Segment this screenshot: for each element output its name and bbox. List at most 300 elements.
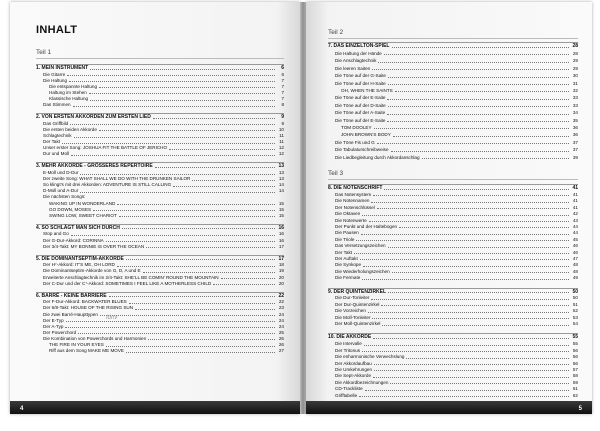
entry-page: 56 [572, 360, 578, 366]
dot-leader [361, 234, 569, 235]
entry-page: 54 [572, 321, 578, 326]
right-footer-bar [306, 401, 592, 414]
toc-entry [328, 308, 578, 314]
entry-page: 34 [572, 110, 578, 116]
dot-leader [66, 321, 275, 322]
toc-entry [328, 51, 578, 57]
dot-leader [117, 266, 275, 267]
toc-entry [328, 393, 578, 399]
toc-entry [328, 103, 578, 109]
entry-page: 24 [278, 311, 284, 317]
entry-page: 46 [572, 243, 578, 249]
entry-title: 1. MEIN INSTRUMENT [36, 65, 89, 71]
toc-entry [328, 354, 578, 360]
entry-page: 55 [572, 341, 578, 347]
dot-leader [69, 81, 275, 82]
entry-title: Die Notennamen [335, 198, 370, 204]
dot-leader [80, 192, 275, 193]
entry-title: Der A-Typ [43, 323, 64, 329]
toc-subentry [328, 88, 578, 94]
dot-leader [70, 124, 275, 125]
dot-leader [169, 149, 275, 150]
entry-title: Die Dur-Tonleiter [335, 295, 370, 301]
toc-entry [328, 380, 578, 386]
toc-entry [328, 192, 578, 198]
entry-page: 46 [572, 249, 578, 255]
entry-title: 9. DER QUINTENZIRKEL [328, 288, 387, 295]
entry-title: Die Liedbegleitung durch Akkordanschlag [335, 154, 420, 160]
toc-subentry [36, 84, 284, 90]
dot-leader [369, 221, 569, 222]
toc-entry [328, 155, 578, 161]
dot-leader [62, 143, 275, 144]
chapter-entry [36, 225, 284, 231]
right-page [306, 2, 592, 414]
toc-entry [36, 176, 284, 182]
dot-leader [388, 292, 569, 293]
entry-page: 29 [572, 65, 578, 71]
entry-title: Der Moll-Quintenzirkel [335, 321, 381, 326]
entry-title: Die Töne auf der E-Saite [335, 95, 386, 101]
dot-leader [359, 396, 569, 397]
chapter-entry [328, 289, 578, 295]
dot-leader [387, 114, 569, 115]
toc-subentry [36, 96, 284, 102]
dot-leader [221, 278, 275, 279]
entry-page: 9 [281, 114, 284, 121]
entry-page: 9 [281, 120, 284, 126]
entry-title: Die Töne auf der E-Saite [335, 117, 386, 123]
entry-title: Die Intervalle [335, 341, 362, 347]
entry-page: 22 [278, 292, 284, 299]
dot-leader [377, 208, 569, 209]
entry-title: Die Oktaven [335, 211, 361, 217]
entry-title: Die Sept-Akkorde [335, 373, 372, 379]
entry-page: 19 [278, 268, 284, 274]
dot-leader [378, 62, 569, 63]
toc-subentry [36, 90, 284, 96]
teil-3-label: Teil 3 [328, 170, 344, 177]
dot-leader [122, 228, 275, 229]
dot-leader [377, 143, 569, 144]
entry-page: 42 [572, 211, 578, 217]
entry-title: Die Vorzeichen [335, 308, 366, 314]
entry-title: 10. DIE AKKORDE [328, 334, 372, 341]
dot-leader [422, 158, 569, 159]
dot-leader [372, 318, 569, 319]
dot-leader [388, 247, 569, 248]
chapter-entry [328, 185, 578, 191]
dot-leader [364, 345, 569, 346]
toc-entry [36, 78, 284, 84]
dot-leader [388, 106, 569, 107]
entry-title: Der Auftakt [335, 255, 358, 261]
toc-entry [328, 198, 578, 204]
entry-page: 10 [278, 126, 284, 132]
entry-page: 33 [572, 95, 578, 101]
entry-title: Die nächsten Songs: [43, 194, 86, 200]
dot-leader [146, 247, 275, 248]
toc-entry [328, 373, 578, 379]
chapter-entry [36, 293, 284, 299]
dot-leader [74, 137, 275, 138]
entry-page: 12 [278, 145, 284, 151]
entry-page: 41 [572, 191, 578, 197]
toc-entry [36, 330, 284, 336]
entry-title: Klassische Haltung [49, 96, 89, 101]
entry-page: 6 [281, 71, 284, 77]
teil-2-label: Teil 2 [328, 29, 344, 36]
dot-leader [80, 174, 275, 175]
toc-entry [328, 73, 578, 79]
teil-1-label: Teil 1 [36, 49, 52, 56]
entry-page: 16 [278, 224, 284, 231]
entry-title: Die Haltung [43, 77, 68, 83]
toc-entry [36, 194, 284, 200]
dot-leader [93, 210, 275, 211]
entry-title: 6. BARRÉ - KEINE BARRIERE [36, 292, 107, 299]
toc-entry [36, 121, 284, 127]
toc-entry [36, 305, 284, 311]
entry-page: 15 [278, 200, 284, 206]
toc-entry [36, 139, 284, 145]
toc-entry [328, 361, 578, 367]
chapter-entry [36, 114, 284, 120]
entry-title: 4. SO SCHLÄGT MAN SICH DURCH [36, 224, 120, 231]
left-footer-bar [10, 401, 300, 414]
entry-page: 33 [572, 102, 578, 108]
entry-title: Der C-Dur und der C⁷-Akkord: SOMETIMES I FEEL LIKE A MOTHERLESS CHILD [43, 280, 212, 286]
dot-leader [129, 303, 275, 304]
toc-subentry [36, 201, 284, 207]
dot-leader [382, 325, 569, 326]
toc-entry [328, 302, 578, 308]
teil-3-rule [328, 179, 578, 180]
page-number-left: 4 [20, 406, 24, 412]
toc-entry [328, 81, 578, 87]
toc-entry [328, 315, 578, 321]
toc-entry [36, 182, 284, 188]
entry-page: 14 [278, 182, 284, 188]
entry-title: Der G-Dur-Akkord: CORINNA [43, 237, 104, 243]
toc-entry [328, 110, 578, 116]
entry-title: GO DOWN, MOSES [49, 206, 92, 212]
entry-page: 17 [278, 255, 284, 262]
entry-title: Die Töne auf der D-Saite [335, 102, 386, 108]
entry-page: 7 [281, 77, 284, 83]
entry-title: Schlagtechnik [43, 133, 72, 138]
dot-leader [148, 339, 275, 340]
entry-page: 32 [572, 87, 578, 93]
entry-page: 26 [278, 335, 284, 341]
entry-page: 6 [281, 65, 284, 71]
toc-entry [36, 299, 284, 305]
page-number-right: 5 [578, 406, 582, 412]
toc-subentry [328, 125, 578, 131]
dot-leader [173, 186, 275, 187]
toc-entry [328, 243, 578, 249]
entry-title: Die Anschlagtechnik [335, 58, 377, 64]
entry-page: 48 [572, 262, 578, 268]
entry-title: Der 3/4-Takt: MY BONNIE IS OVER THE OCEAN [43, 243, 145, 249]
dot-leader [135, 309, 275, 310]
entry-title: Die Kombination von Powerchords und Harmonien [43, 335, 147, 341]
toc-entry [328, 295, 578, 301]
dot-leader [356, 240, 569, 241]
entry-title: Die Notenwerte [335, 217, 367, 223]
dot-leader [374, 364, 569, 365]
toc-entry [328, 147, 578, 153]
dot-leader [374, 370, 569, 371]
entry-title: Die Pausen [335, 230, 359, 236]
entry-title: E-Moll und D-Dur [43, 170, 79, 175]
entry-title: Die Umkehrungen [335, 366, 373, 372]
entry-page: 22 [278, 299, 284, 305]
toc-entry [328, 211, 578, 217]
toc-entry [328, 348, 578, 354]
entry-page: 48 [572, 268, 578, 274]
teil-2-rule [328, 38, 578, 39]
entry-page: 31 [572, 80, 578, 86]
dot-leader [100, 315, 275, 316]
entry-page: 28 [572, 43, 578, 49]
entry-title: Der H⁷-Akkord: IT’S ME, OH LORD [43, 262, 115, 268]
entry-page: 18 [278, 262, 284, 268]
entry-page: 24 [278, 317, 284, 323]
dot-leader [387, 121, 569, 122]
entry-title: D-Moll und A-Dur [43, 188, 79, 194]
entry-title: OH, WHEN THE SAINTS [341, 87, 393, 93]
dot-leader [399, 227, 569, 228]
dot-leader [153, 118, 275, 119]
entry-page: 36 [572, 132, 578, 138]
dot-leader [99, 130, 275, 131]
entry-title: Unser erster Song: JOSHUA FIT THE BATTLE OF JERICHO [43, 145, 168, 151]
entry-title: Die Dominantseptim-Akkorde von G, D, A und E [43, 268, 141, 274]
toc-entry [36, 188, 284, 194]
toc-entry [36, 312, 284, 318]
entry-page: 43 [572, 217, 578, 223]
toc-entry [36, 281, 284, 287]
entry-title: Die Töne auf der H-Saite [335, 80, 386, 86]
entry-title: Die Fermate [335, 275, 361, 281]
dot-leader [384, 189, 569, 190]
dot-leader [71, 155, 275, 156]
toc-heading: INHALT [36, 24, 78, 36]
dot-leader [391, 151, 569, 152]
entry-page: 27 [278, 348, 284, 354]
entry-page: 41 [572, 185, 578, 191]
entry-title: Der Notenschlüssel [335, 204, 375, 210]
entry-title: Die Tabulaturschreibweise [335, 147, 389, 153]
entry-title: Das Griffbild [43, 120, 69, 126]
entry-page: 14 [278, 188, 284, 194]
entry-title: Riff aus dem Song MAKE ME MOVE [49, 348, 124, 354]
toc-entry [328, 250, 578, 256]
toc-entry [328, 321, 578, 327]
dot-leader [362, 351, 569, 352]
entry-title: Die zwei Barré-Haupttypen [43, 311, 98, 317]
entry-page: 41 [572, 204, 578, 210]
dot-leader [384, 54, 569, 55]
toc-entry [328, 230, 578, 236]
dot-leader [117, 204, 275, 205]
dot-leader [373, 338, 569, 339]
toc-subentry [36, 348, 284, 354]
chapter-entry [36, 65, 284, 71]
entry-page: 55 [572, 334, 578, 341]
toc-subentry [36, 207, 284, 213]
entry-title: Die leeren Saiten [335, 65, 371, 71]
dot-leader [192, 180, 275, 181]
entry-page: 44 [572, 230, 578, 236]
entry-title: Die Wiederholungszeichen [335, 268, 390, 274]
entry-title: Der zweite Song: WHAT SHALL WE DO WITH THE DRUNKEN SAILOR [43, 176, 191, 182]
dot-leader [67, 75, 275, 76]
dot-leader [393, 136, 569, 137]
dot-leader [372, 69, 569, 70]
entry-page: 7 [281, 89, 284, 95]
entry-page: 30 [572, 73, 578, 79]
entry-title: Der F-Dur-Akkord: BACKWATER BLUES [43, 299, 127, 305]
entry-title: Die Triole [335, 236, 355, 242]
entry-title: Der E-Typ [43, 317, 64, 323]
dot-leader [363, 266, 569, 267]
entry-title: WAKING UP IN WONDERLAND [49, 200, 116, 206]
toc-entry [36, 238, 284, 244]
entry-page: 13 [278, 163, 284, 170]
entry-title: Die Moll-Tonleiter [335, 314, 371, 320]
dot-leader [371, 202, 569, 203]
entry-title: Der Tritonus [335, 347, 361, 353]
toc-entry [36, 324, 284, 330]
entry-title: Die Töne auf der A-Saite [335, 110, 386, 116]
dot-leader [126, 352, 275, 353]
dot-leader [65, 327, 275, 328]
entry-title: Haltung im Stehen [49, 89, 87, 95]
dot-leader [106, 241, 275, 242]
entry-page: 17 [278, 243, 284, 249]
toc-entry [328, 256, 578, 262]
entry-page: 15 [278, 206, 284, 212]
dot-leader [392, 47, 570, 48]
dot-leader [365, 390, 569, 391]
dot-leader [362, 279, 569, 280]
entry-title: Die ersten beiden Akkorde [43, 126, 97, 132]
toc-entry [328, 262, 578, 268]
dot-leader [381, 305, 569, 306]
toc-entry [36, 231, 284, 237]
toc-entry [328, 224, 578, 230]
entry-page: 13 [278, 170, 284, 175]
dot-leader [371, 299, 569, 300]
entry-title: Erweiterte Anschlagtechnik im 2/4-Takt: SHE’LL BE COMIN’ ROUND THE MOUNTAIN [43, 274, 219, 280]
dot-leader [213, 284, 275, 285]
dot-leader [71, 235, 275, 236]
book-spread [6, 2, 594, 422]
entry-page: 35 [572, 117, 578, 123]
toc-entry [36, 275, 284, 281]
toc-entry [36, 170, 284, 176]
entry-page: 56 [572, 347, 578, 353]
entry-title: 8. DIE NOTENSCHRIFT [328, 185, 383, 191]
entry-page: 61 [572, 386, 578, 392]
entry-title: Das Notensystem [335, 191, 372, 197]
toc-entry [328, 95, 578, 101]
chapter-entry [328, 43, 578, 49]
entry-title: Grifftabelle [335, 392, 358, 398]
entry-page: 49 [572, 275, 578, 281]
entry-title: Der Dur-Quintenzirkel [335, 301, 380, 307]
entry-page: 7 [281, 83, 284, 89]
toc-entry [328, 140, 578, 146]
entry-page: 11 [279, 139, 284, 145]
entry-page: 37 [572, 139, 578, 145]
entry-title: Der Takt [43, 139, 61, 145]
toc-entry [36, 145, 284, 151]
entry-page: 50 [572, 295, 578, 301]
entry-title: CD-Trackliste [335, 386, 363, 392]
entry-page: 7 [281, 96, 284, 101]
entry-title: Der Powerchord [43, 329, 77, 335]
dot-leader [362, 215, 569, 216]
toc-entry [36, 268, 284, 274]
entry-title: Stop and Go [43, 231, 69, 237]
toc-entry [328, 367, 578, 373]
entry-page: 16 [278, 237, 284, 243]
entry-title: Die Töne Fis und G [335, 139, 375, 145]
dot-leader [373, 195, 569, 196]
dot-leader [388, 84, 569, 85]
entry-page: 20 [278, 274, 284, 280]
entry-page: 57 [572, 366, 578, 372]
dot-leader [387, 99, 569, 100]
entry-title: Die enharmonische Verwechslung [335, 354, 405, 360]
entry-title: Das Versetzungszeichen [335, 243, 386, 249]
dot-leader [155, 167, 275, 168]
entry-title: 5. DIE DOMINANTSEPTIM-AKKORDE [36, 255, 124, 262]
entry-title: Die Haltung der Hände [335, 50, 382, 56]
entry-page: 20 [278, 280, 284, 286]
dot-leader [373, 377, 569, 378]
toc-entry [36, 72, 284, 78]
teil-1-rule [36, 58, 284, 59]
entry-title: Dur und Moll [43, 151, 70, 157]
entry-page: 13 [278, 176, 284, 182]
toc-entry [328, 218, 578, 224]
entry-page: 47 [572, 255, 578, 261]
entry-page: 52 [572, 308, 578, 314]
dot-leader [143, 272, 275, 273]
dot-leader [388, 77, 569, 78]
entry-page: 26 [278, 342, 284, 347]
chapter-entry [36, 163, 284, 169]
entry-page: 56 [572, 354, 578, 360]
entry-page: 16 [278, 231, 284, 237]
entry-title: Der 6/8-Takt: HOUSE OF THE RISING SUN [43, 305, 134, 311]
dot-leader [119, 216, 275, 217]
toc-entry [328, 58, 578, 64]
toc-entry [328, 205, 578, 211]
toc-subentry [328, 132, 578, 138]
left-page [10, 2, 300, 414]
entry-page: 62 [572, 392, 578, 398]
watermark: Idnv [106, 315, 118, 321]
toc-entry [36, 127, 284, 133]
entry-title: Der Punkt und der Haltebogen [335, 223, 398, 229]
toc-entry [328, 66, 578, 72]
entry-title: 7. DAS EINZELTON-SPIEL [328, 43, 390, 49]
